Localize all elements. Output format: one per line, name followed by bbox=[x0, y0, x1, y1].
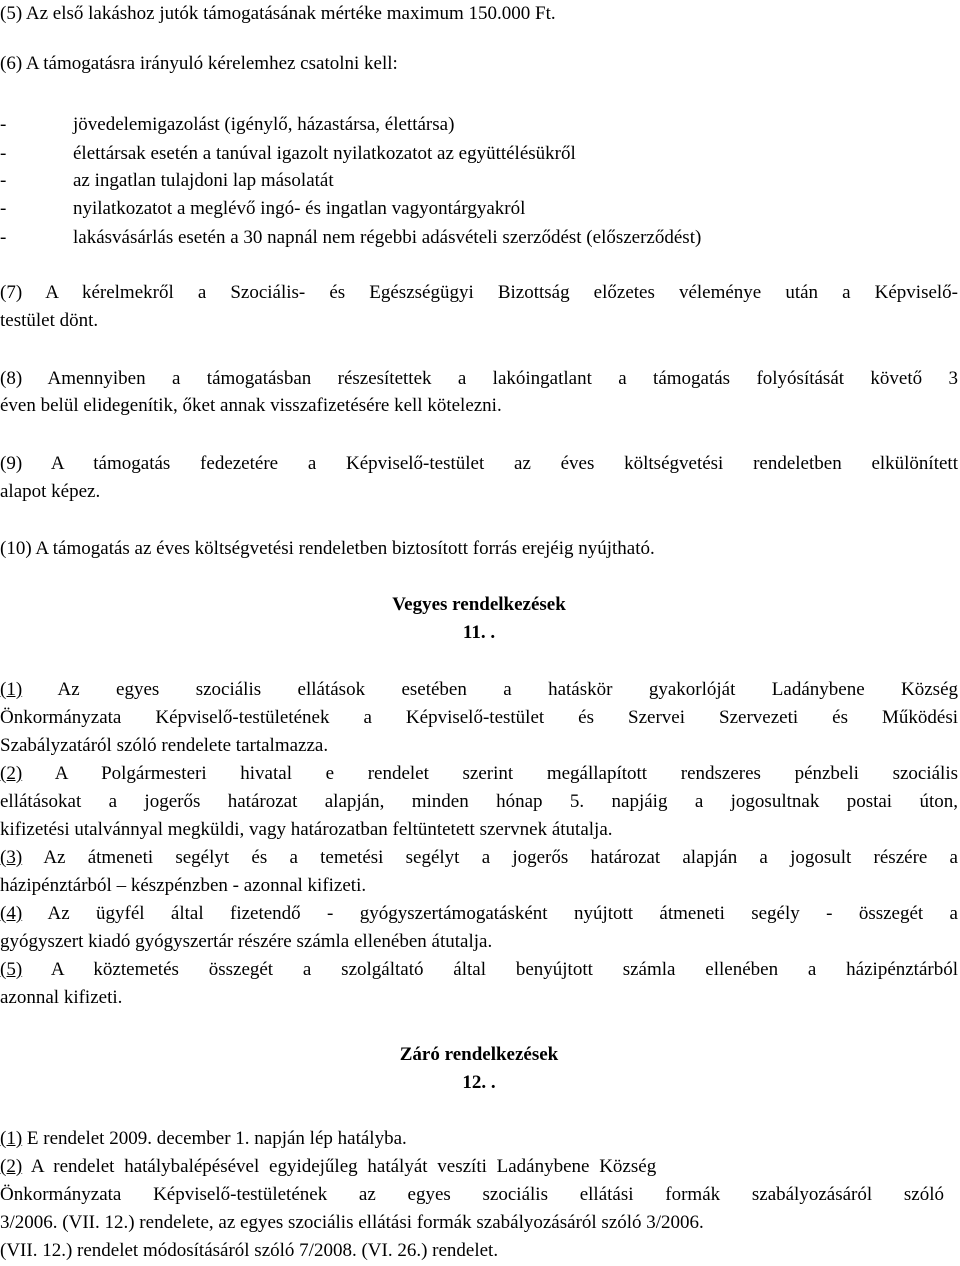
list-dash: - bbox=[0, 143, 7, 164]
paragraph-line: (8) Amennyiben a támogatásban részesítettek a lakóingatlant a támogatás folyósítását követő 3 bbox=[0, 368, 958, 389]
paragraph-marker: (2) bbox=[0, 1156, 23, 1177]
paragraph-line: 3/2006. (VII. 12.) rendelete, az egyes szociális ellátási formák szabályozásáról szóló 3/2006. bbox=[0, 1212, 704, 1233]
paragraph-line: Önkormányzata Képviselő-testületének az egyes szociális ellátási formák szabályozásáról szóló bbox=[0, 1184, 944, 1205]
paragraph-marker: (1) bbox=[0, 679, 23, 700]
paragraph-line: (2) A rendelet hatálybalépésével egyidejűleg hatályát veszíti Ladánybene Község bbox=[0, 1156, 657, 1177]
list-dash: - bbox=[0, 114, 7, 135]
paragraph-6-intro: (6) A támogatásra irányuló kérelemhez csatolni kell: bbox=[0, 53, 398, 74]
paragraph-line: Önkormányzata Képviselő-testületének a Képviselő-testület és Szervei Szervezeti és Működési bbox=[0, 707, 958, 728]
paragraph-line: (5) A köztemetés összegét a szolgáltató által benyújtott számla ellenében a házipénztárból bbox=[0, 959, 958, 980]
paragraph-marker: (1) bbox=[0, 1128, 23, 1149]
paragraph-line: éven belül elidegenítik, őket annak visszafizetésére kell kötelezni. bbox=[0, 395, 502, 416]
paragraph-marker: (4) bbox=[0, 903, 23, 924]
list-item-text: lakásvásárlás esetén a 30 napnál nem régebbi adásvételi szerződést (előszerződést) bbox=[73, 227, 702, 248]
paragraph-5: (5) Az első lakáshoz jutók támogatásának mértéke maximum 150.000 Ft. bbox=[0, 3, 556, 24]
paragraph-line: (3) Az átmeneti segélyt és a temetési segélyt a jogerős határozat alapján a jogosult részére a bbox=[0, 847, 958, 868]
paragraph-line: (4) Az ügyfél által fizetendő - gyógyszertámogatásként nyújtott átmeneti segély - összegét a bbox=[0, 903, 958, 924]
paragraph-line: azonnal kifizeti. bbox=[0, 987, 123, 1008]
paragraph-line: alapot képez. bbox=[0, 481, 101, 502]
paragraph-line: (1) Az egyes szociális ellátások esetében a hatáskör gyakorlóját Ladánybene Község bbox=[0, 679, 958, 700]
paragraph-line: kifizetési utalvánnyal megküldi, vagy határozatban feltüntetett szervnek átutalja. bbox=[0, 819, 613, 840]
paragraph-line: (7) A kérelmekről a Szociális- és Egészségügyi Bizottság előzetes véleménye után a Képviselő- bbox=[0, 282, 958, 303]
section-title-zaro: Záró rendelkezések bbox=[399, 1044, 559, 1065]
paragraph-line: testület dönt. bbox=[0, 310, 99, 331]
paragraph-marker: (3) bbox=[0, 847, 23, 868]
paragraph-line: ellátásokat a jogerős határozat alapján, minden hónap 5. napjáig a jogosultnak postai úton, bbox=[0, 791, 958, 812]
list-dash: - bbox=[0, 170, 7, 191]
paragraph-line: házipénztárból – készpénzben - azonnal kifizeti. bbox=[0, 875, 367, 896]
paragraph-line: (2) A Polgármesteri hivatal e rendelet szerint megállapított rendszeres pénzbeli szociális bbox=[0, 763, 958, 784]
paragraph-marker: (5) bbox=[0, 959, 23, 980]
paragraph-marker: (2) bbox=[0, 763, 23, 784]
paragraph-10: (10) A támogatás az éves költségvetési rendeletben biztosított forrás erejéig nyújtható. bbox=[0, 538, 655, 559]
paragraph-line: (1) E rendelet 2009. december 1. napján lép hatályba. bbox=[0, 1128, 407, 1149]
list-item-text: élettársak esetén a tanúval igazolt nyilatkozatot az együttélésükről bbox=[73, 143, 576, 164]
list-dash: - bbox=[0, 198, 7, 219]
section-title-vegyes: Vegyes rendelkezések bbox=[392, 594, 566, 615]
list-item-text: az ingatlan tulajdoni lap másolatát bbox=[73, 170, 334, 191]
list-item-text: jövedelemigazolást (igénylő, házastársa, élettársa) bbox=[73, 114, 455, 135]
paragraph-line: (VII. 12.) rendelet módosításáról szóló 7/2008. (VI. 26.) rendelet. bbox=[0, 1240, 499, 1261]
list-item-text: nyilatkozatot a meglévő ingó- és ingatlan vagyontárgyakról bbox=[73, 198, 526, 219]
section-number-12: 12. . bbox=[462, 1072, 496, 1093]
list-dash: - bbox=[0, 227, 7, 248]
section-number-11: 11. . bbox=[462, 622, 496, 643]
paragraph-line: (9) A támogatás fedezetére a Képviselő-testület az éves költségvetési rendeletben elkülönített bbox=[0, 453, 958, 474]
paragraph-line: gyógyszert kiadó gyógyszertár részére számla ellenében átutalja. bbox=[0, 931, 493, 952]
paragraph-line: Szabályzatáról szóló rendelete tartalmazza. bbox=[0, 735, 329, 756]
